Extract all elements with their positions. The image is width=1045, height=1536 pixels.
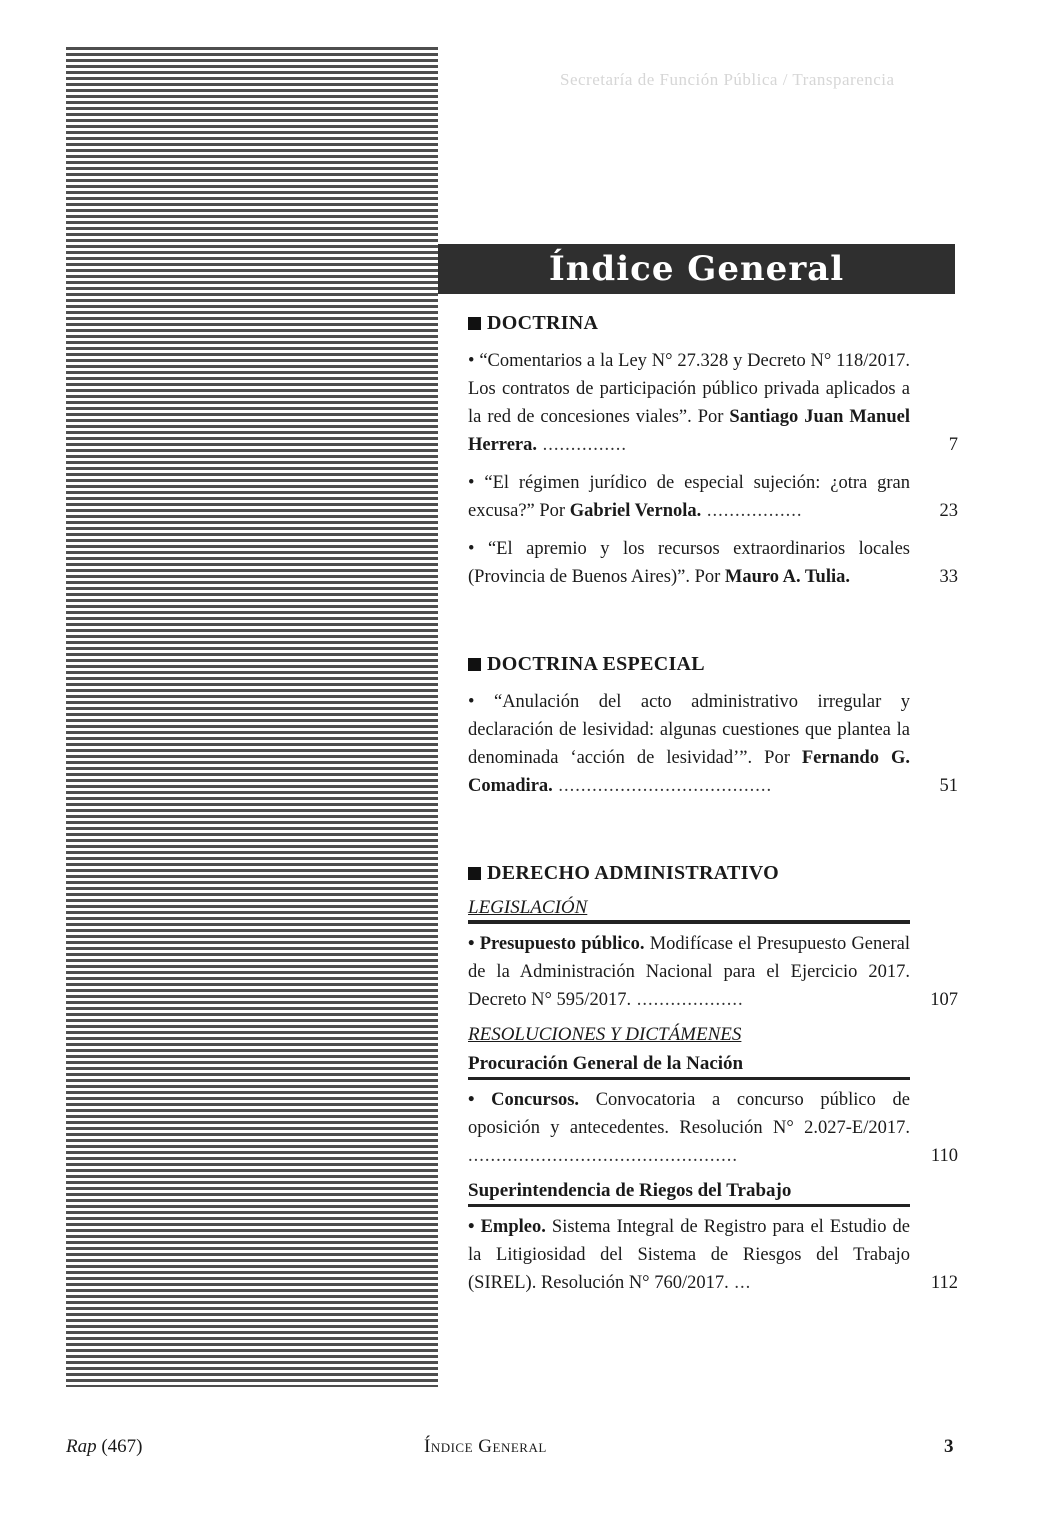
- entry-topic: • Empleo.: [468, 1217, 546, 1237]
- bleed-through-header: Secretaría de Función Pública / Transparencia: [560, 70, 895, 89]
- square-bullet-icon: [468, 317, 481, 330]
- index-content: [468, 312, 958, 1307]
- index-banner: [438, 244, 955, 294]
- entry-author: Fernando G. Comadira.: [468, 748, 910, 796]
- page-title: Índice General: [548, 249, 845, 289]
- org-heading-procuracion: Procuración General de la Nación: [468, 1053, 910, 1080]
- entry-page-number: 23: [939, 501, 958, 521]
- subsection-label-resoluciones: RESOLUCIONES Y DICTÁMENES: [468, 1024, 742, 1045]
- square-bullet-icon: [468, 867, 481, 880]
- index-entry[interactable]: • “El régimen jurídico de especial sujeción: ¿otra gran excusa?” Por Gabriel Vernola. ................. 23: [468, 469, 958, 525]
- subsection-label-legislacion: LEGISLACIÓN: [468, 897, 910, 924]
- entry-author: Santiago Juan Manuel Herrera.: [468, 407, 910, 455]
- entry-page-number: 7: [948, 435, 958, 455]
- entry-author: Mauro A. Tulia.: [724, 567, 850, 587]
- index-entry[interactable]: • “El apremio y los recursos extraordinarios locales (Provincia de Buenos Aires)”. Por Mauro A. Tulia. 33: [468, 535, 958, 591]
- entry-author: Gabriel Vernola.: [569, 501, 702, 521]
- footer-section-title: Índice General: [424, 1436, 547, 1457]
- section-heading-doctrina: DOCTRINA: [468, 312, 958, 335]
- section-heading-derecho-administrativo: DERECHO ADMINISTRATIVO: [468, 862, 958, 885]
- org-heading-superintendencia: Superintendencia de Riegos del Trabajo: [468, 1180, 910, 1207]
- index-entry[interactable]: • Empleo. Sistema Integral de Registro para el Estudio de la Litigiosidad del Sistema de Riesgos del Trabajo (SIREL). Resolución N° 760/2017. ... 112: [468, 1213, 958, 1297]
- index-entry[interactable]: • Concursos. Convocatoria a concurso público de oposición y antecedentes. Resolución N° 2.027-E/2017. ................................................ 110: [468, 1086, 958, 1170]
- footer-page-number: 3: [944, 1436, 954, 1457]
- index-entry[interactable]: • “Anulación del acto administrativo irregular y declaración de lesividad: algunas cuestiones que plantea la denominada ‘acción de lesividad’”. Por Fernando G. Comadira. ...................................... 51: [468, 688, 958, 800]
- entry-topic: • Presupuesto público.: [468, 934, 645, 954]
- entry-page-number: 112: [930, 1273, 958, 1293]
- entry-page-number: 51: [939, 776, 958, 796]
- entry-page-number: 107: [930, 990, 958, 1010]
- decorative-stripe-panel: [66, 47, 438, 1387]
- entry-page-number: 33: [939, 567, 958, 587]
- footer-journal: Rap (467): [66, 1436, 143, 1457]
- index-entry[interactable]: • Presupuesto público. Modifícase el Presupuesto General de la Administración Nacional para el Ejercicio 2017. Decreto N° 595/2017. ................... 107: [468, 930, 958, 1014]
- section-heading-doctrina-especial: DOCTRINA ESPECIAL: [468, 653, 958, 676]
- index-entry[interactable]: • “Comentarios a la Ley N° 27.328 y Decreto N° 118/2017. Los contratos de participación público privada aplicados a la red de concesiones viales”. Por Santiago Juan Manuel Herrera. ............... 7: [468, 347, 958, 459]
- page-footer: [0, 1436, 1045, 1466]
- entry-topic: • Concursos.: [468, 1090, 580, 1110]
- square-bullet-icon: [468, 658, 481, 671]
- entry-page-number: 110: [930, 1146, 958, 1166]
